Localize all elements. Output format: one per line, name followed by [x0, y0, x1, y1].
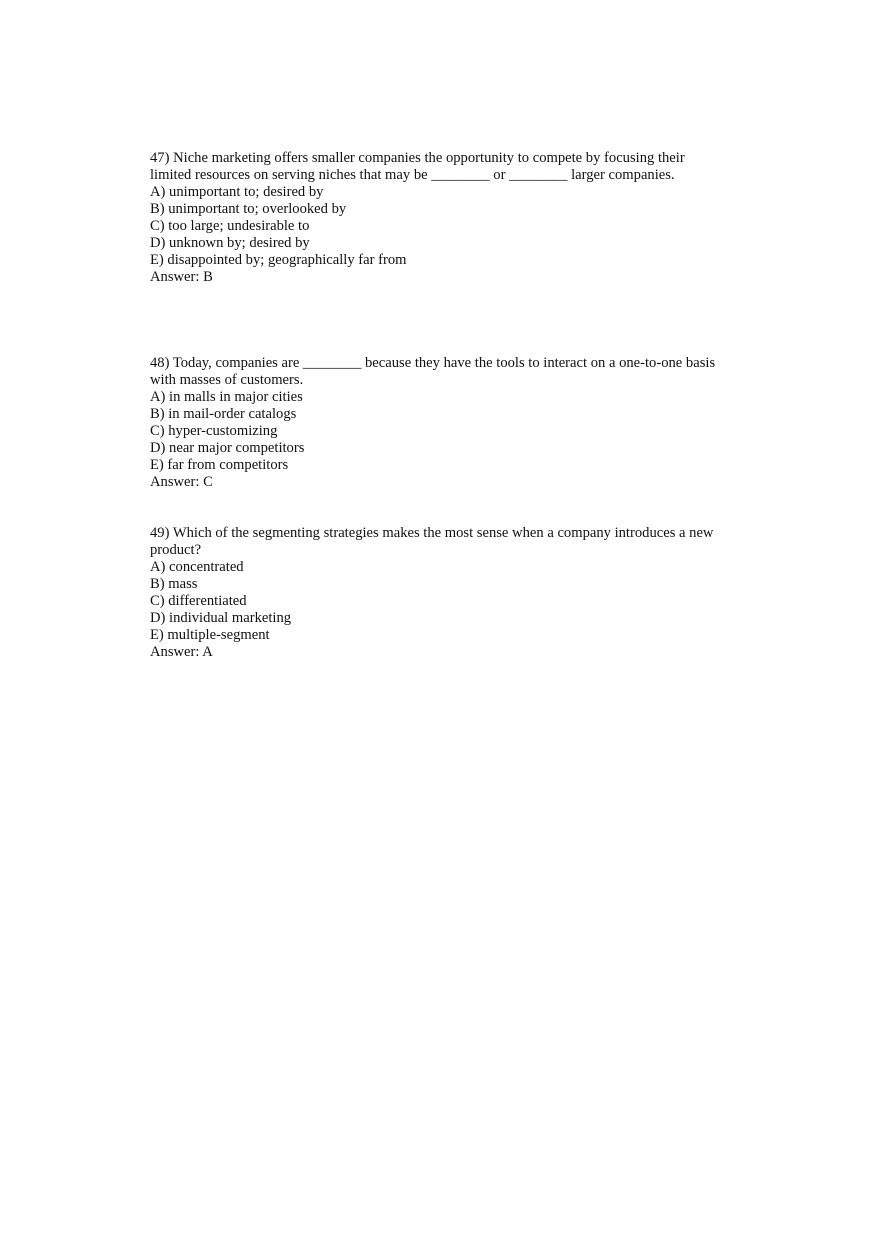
option-b: B) mass — [150, 576, 198, 592]
option-d: D) near major competitors — [150, 440, 305, 456]
question-stem-line: 48) Today, companies are ________ because they have the tools to interact on a one-to-one basis — [150, 355, 716, 371]
option-d: D) individual marketing — [150, 610, 292, 626]
option-c: C) differentiated — [150, 593, 247, 609]
option-e: E) multiple-segment — [150, 627, 270, 643]
question-stem-line: with masses of customers. — [150, 372, 304, 388]
answer-line: Answer: A — [150, 644, 213, 660]
option-a: A) unimportant to; desired by — [150, 184, 324, 200]
option-d: D) unknown by; desired by — [150, 235, 310, 251]
question-47 — [150, 150, 750, 286]
question-stem-line: 49) Which of the segmenting strategies makes the most sense when a company introduces a new — [150, 525, 714, 541]
option-a: A) concentrated — [150, 559, 244, 575]
question-stem-line: 47) Niche marketing offers smaller companies the opportunity to compete by focusing their — [150, 150, 685, 166]
option-e: E) far from competitors — [150, 457, 289, 473]
option-b: B) in mail-order catalogs — [150, 406, 297, 422]
answer-line: Answer: B — [150, 269, 213, 285]
option-a: A) in malls in major cities — [150, 389, 303, 405]
option-b: B) unimportant to; overlooked by — [150, 201, 347, 217]
question-stem-line: product? — [150, 542, 202, 558]
question-stem-line: limited resources on serving niches that may be ________ or ________ larger companies. — [150, 167, 675, 183]
question-48 — [150, 355, 750, 491]
question-49 — [150, 525, 750, 661]
option-e: E) disappointed by; geographically far from — [150, 252, 407, 268]
option-c: C) hyper-customizing — [150, 423, 278, 439]
option-c: C) too large; undesirable to — [150, 218, 310, 234]
answer-line: Answer: C — [150, 474, 213, 490]
